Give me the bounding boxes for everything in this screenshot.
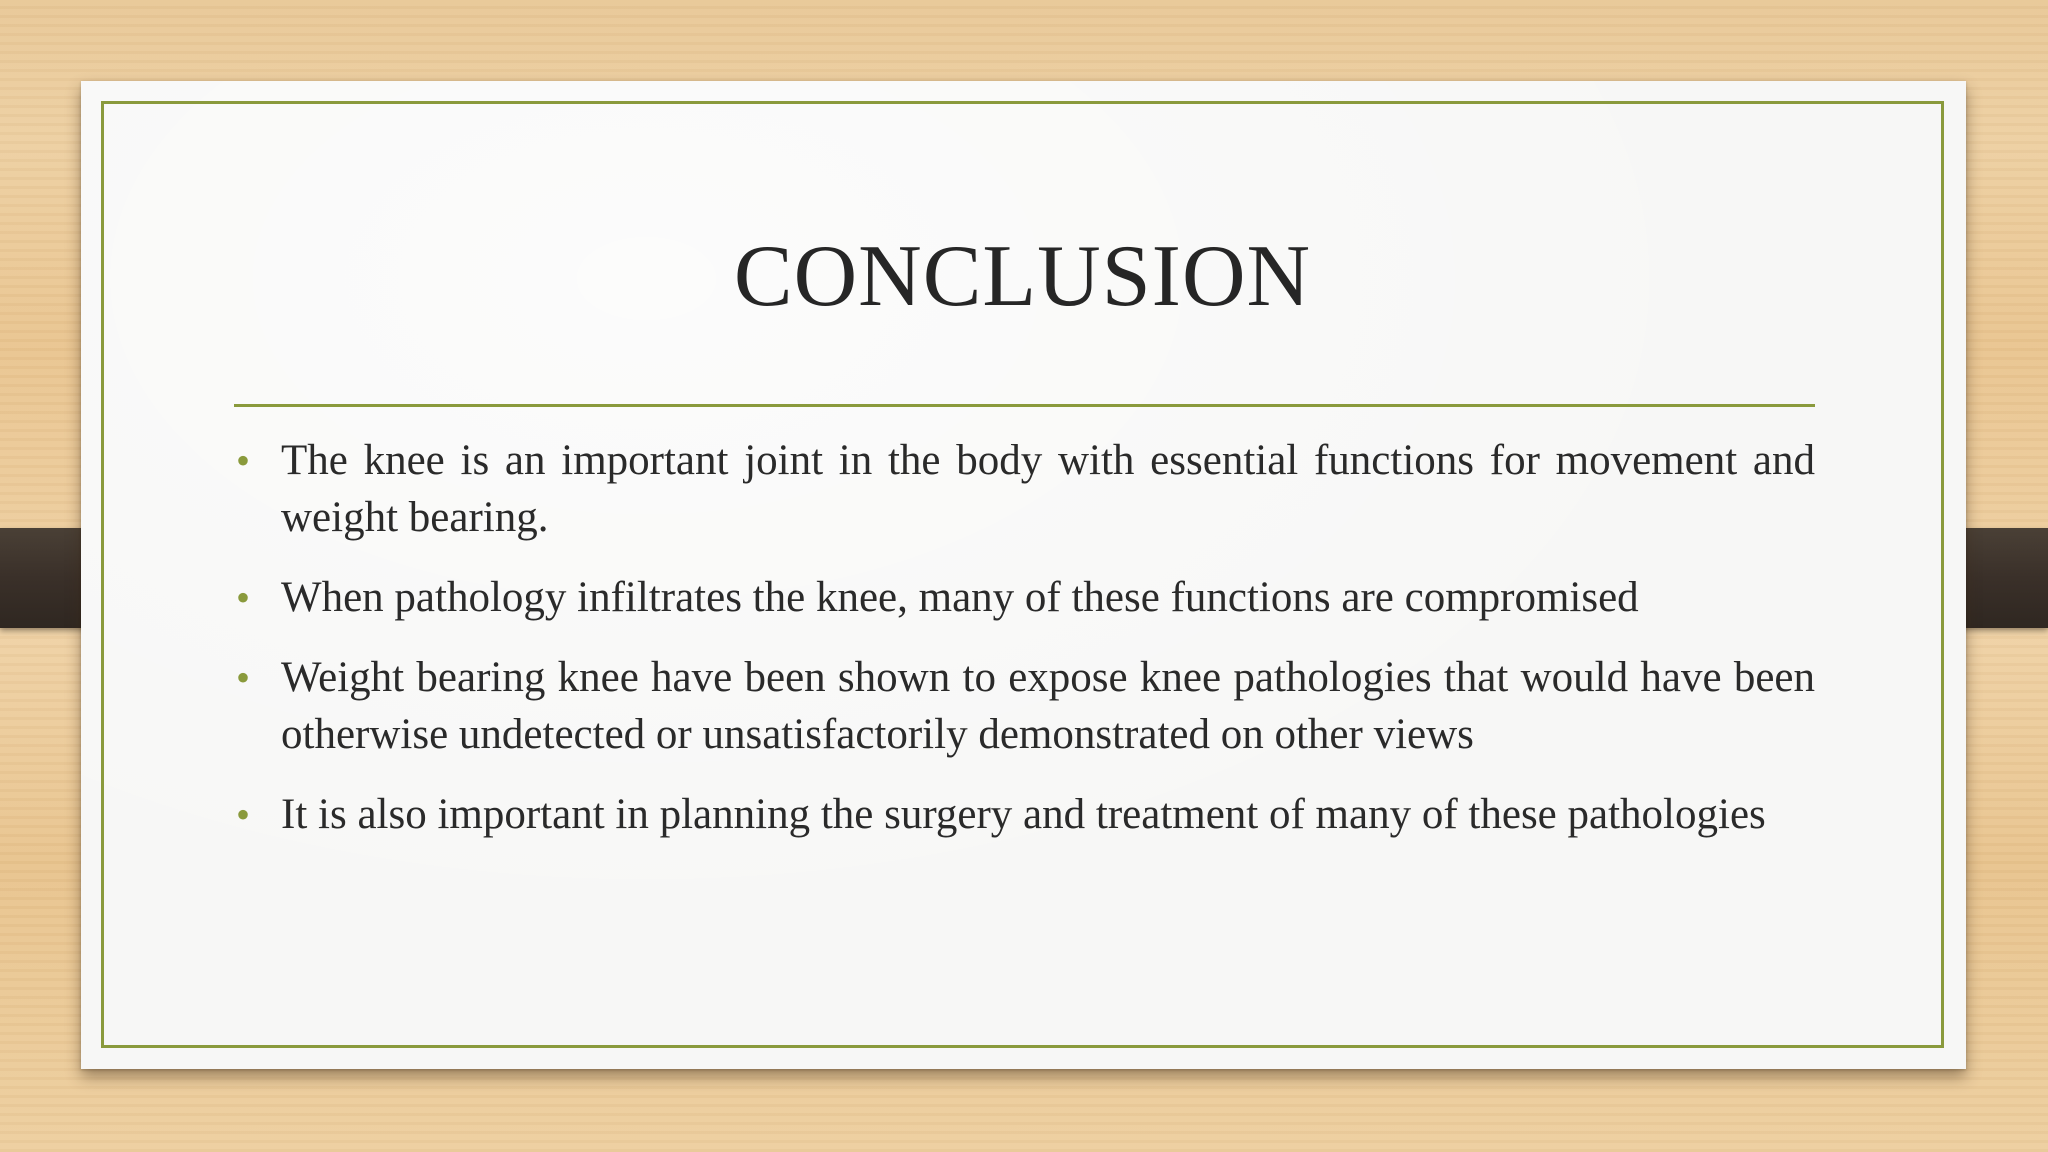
title-divider	[234, 404, 1815, 407]
bullet-dot-icon: •	[236, 575, 251, 620]
bullet-item	[234, 786, 1815, 843]
bullet-dot-icon: •	[236, 655, 251, 700]
bullet-item	[234, 569, 1815, 626]
bullet-item	[234, 432, 1815, 546]
bullet-text: When pathology infiltrates the knee, many of these functions are compromised	[281, 574, 1639, 621]
bullet-text: Weight bearing knee have been shown to expose knee pathologies that would have been otherwise undetected or unsatisfactorily demonstrated on other views	[281, 654, 1815, 758]
slide-title: CONCLUSION	[733, 228, 1312, 325]
bullet-text: The knee is an important joint in the body with essential functions for movement and weight bearing.	[281, 437, 1815, 541]
bullet-dot-icon: •	[236, 792, 251, 837]
bullet-list	[234, 432, 1815, 866]
bullet-dot-icon: •	[236, 438, 251, 483]
bullet-item	[234, 649, 1815, 763]
bullet-text: It is also important in planning the surgery and treatment of many of these pathologies	[281, 791, 1766, 838]
